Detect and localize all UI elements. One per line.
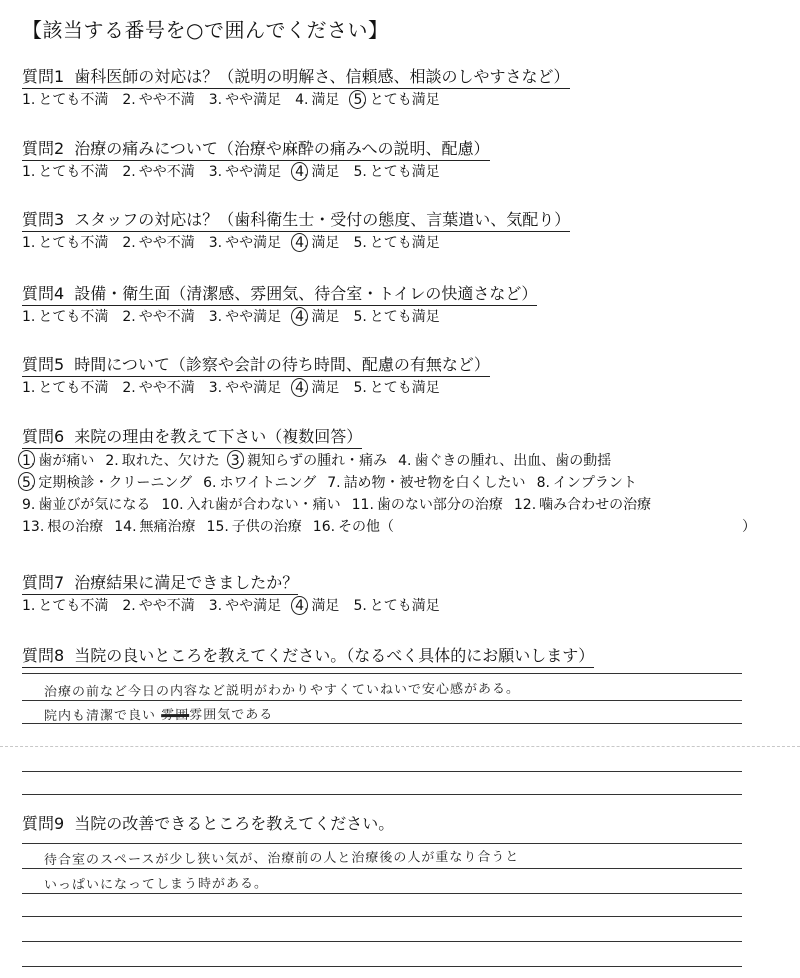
option-label: やや満足: [225, 309, 282, 325]
circled-option-number: 4.: [295, 164, 309, 180]
option-number: 15.: [206, 519, 229, 535]
question-1-title: 質問1 歯科医師の対応は？（説明の明解さ、信頼感、相談のしやすさなど）: [22, 66, 570, 89]
option-label: 取れた、欠けた: [121, 453, 220, 469]
option-15: [207, 516, 302, 538]
answer-line: [22, 771, 742, 772]
option-number: 5.: [353, 309, 367, 325]
option-number: 4.: [398, 453, 412, 469]
option-label: 詰め物・被せ物を白くしたい: [343, 475, 526, 491]
option-4: [295, 162, 339, 182]
option-14: [114, 516, 195, 538]
option-number: 13.: [22, 519, 45, 535]
question-4: [22, 283, 537, 327]
option-8: [537, 472, 637, 494]
answer-line: [22, 916, 742, 917]
question-7-title: 質問7 治療結果に満足できましたか？: [22, 572, 298, 595]
option-number: 2.: [122, 92, 136, 108]
circled-option-number: 3.: [231, 450, 244, 472]
question-1: [22, 66, 570, 110]
option-1: [22, 378, 108, 398]
option-number: 3.: [208, 92, 223, 108]
option-label: やや不満: [138, 380, 195, 396]
option-2: [122, 596, 194, 616]
option-number: 1.: [22, 598, 36, 614]
option-label: 根の治療: [47, 519, 104, 535]
option-label: 満足: [311, 235, 340, 251]
q9-handwritten-answer-1: 待合室のスペースが少し狭い気が、治療前の人と治療後の人が重なり合うと: [43, 849, 520, 868]
option-number: 5.: [353, 598, 367, 614]
option-9: [22, 494, 150, 516]
q8-handwritten-answer-2: [44, 703, 273, 724]
option-label: とても不満: [38, 235, 109, 251]
option-label: インプラント: [552, 475, 637, 491]
circled-option-number: 5.: [22, 472, 35, 494]
q9-handwritten-answer-2: いっぱいになってしまう時がある。: [43, 876, 269, 893]
option-5: [353, 596, 439, 616]
option-label: 無痛治療: [139, 519, 196, 535]
question-5: [22, 354, 490, 398]
question-9-title: 質問9 当院の改善できるところを教えてください。: [22, 814, 395, 833]
option-4: [295, 378, 339, 398]
option-number: 5.: [353, 380, 367, 396]
option-5: [353, 307, 439, 327]
option-label: 満足: [311, 92, 340, 108]
q6-option-row: [22, 450, 662, 472]
q8-answer-2a: 院内も清潔で良い: [43, 708, 157, 724]
option-number: 16.: [312, 519, 336, 535]
option-label: とても満足: [369, 380, 440, 396]
answer-line: [22, 941, 742, 942]
option-number: 2.: [122, 164, 136, 180]
option-number: 1.: [22, 380, 36, 396]
option-number: 2.: [122, 235, 136, 251]
option-label: とても満足: [369, 164, 440, 180]
question-4-options: [22, 307, 537, 327]
option-number: 14.: [114, 519, 137, 535]
option-label: 定期検診・クリーニング: [38, 475, 193, 491]
option-number: 1.: [22, 235, 36, 251]
q6-option-row: [22, 472, 662, 494]
option-11: [352, 494, 503, 516]
question-3-title: 質問3 スタッフの対応は？（歯科衛生士・受付の態度、言葉遣い、気配り）: [22, 209, 570, 232]
question-8-title: 質問8 当院の良いところを教えてください。（なるべく具体的にお願いします）: [22, 645, 594, 668]
question-6-options: [22, 450, 756, 538]
answer-line: [22, 966, 742, 967]
option-label: やや不満: [138, 164, 195, 180]
answer-line: [22, 700, 742, 701]
question-4-title: 質問4 設備・衛生面（清潔感、雰囲気、待合室・トイレの快適さなど）: [22, 283, 537, 306]
option-2: [105, 450, 219, 472]
option-label: 入れ歯が合わない・痛い: [186, 497, 341, 513]
q6-option-row: [22, 494, 662, 516]
option-number: 1.: [22, 164, 36, 180]
circled-option-number: 5.: [353, 92, 367, 108]
q6-option-row: [22, 516, 756, 538]
option-label: やや満足: [225, 380, 282, 396]
option-3: [231, 450, 387, 472]
option-number: 3.: [208, 598, 223, 614]
question-2: [22, 138, 490, 182]
question-7-options: [22, 596, 454, 616]
option-5: [353, 233, 439, 253]
option-16: [313, 516, 394, 538]
option-2: [122, 162, 194, 182]
option-number: 1.: [22, 92, 36, 108]
option-1: [22, 233, 108, 253]
option-label: とても満足: [369, 235, 440, 251]
option-number: 5.: [353, 235, 367, 251]
question-6: [22, 426, 756, 538]
option-4: [295, 596, 339, 616]
option-3: [209, 307, 281, 327]
option-label: 子供の治療: [231, 519, 302, 535]
option-label: やや不満: [138, 235, 195, 251]
option-label: 噛み合わせの治療: [539, 497, 652, 513]
option-number: 3.: [208, 235, 223, 251]
question-9: [22, 813, 394, 835]
question-1-options: [22, 90, 570, 110]
scan-edge-line: [0, 746, 800, 747]
option-number: 6.: [203, 475, 217, 491]
option-label: とても満足: [369, 92, 440, 108]
option-7: [327, 472, 525, 494]
option-label: やや不満: [138, 309, 195, 325]
option-number: 2.: [122, 598, 136, 614]
option-6: [203, 472, 316, 494]
option-4: [295, 307, 339, 327]
q8-struck-word: 雰囲: [161, 707, 190, 724]
option-5: [353, 162, 439, 182]
circled-option-number: 1.: [22, 450, 35, 472]
option-label: 満足: [311, 164, 340, 180]
option-label: やや満足: [225, 164, 282, 180]
option-number: 8.: [536, 475, 550, 491]
question-3-options: [22, 233, 570, 253]
instruction-header: 【該当する番号を○で囲んでください】: [22, 18, 389, 42]
option-number: 12.: [513, 497, 537, 513]
option-3: [209, 90, 281, 110]
option-3: [209, 596, 281, 616]
option-label: とても満足: [369, 309, 440, 325]
option-label: 満足: [311, 309, 340, 325]
option-number: 3.: [208, 164, 223, 180]
option-label: ホワイトニング: [219, 475, 317, 491]
option-label: その他（: [338, 519, 395, 535]
option-label: やや不満: [138, 598, 195, 614]
option-label: 歯が痛い: [38, 453, 95, 469]
option-1: [22, 90, 108, 110]
option-label: やや満足: [225, 92, 282, 108]
option-label: とても満足: [369, 598, 440, 614]
question-2-title: 質問2 治療の痛みについて（治療や麻酔の痛みへの説明、配慮）: [22, 138, 490, 161]
option-number: 7.: [327, 475, 341, 491]
question-8: [22, 645, 594, 668]
answer-line: [22, 868, 742, 869]
option-12: [514, 494, 651, 516]
option-number: 3.: [208, 309, 223, 325]
option-1: [22, 307, 108, 327]
question-5-title: 質問5 時間について（診察や会計の待ち時間、配慮の有無など）: [22, 354, 490, 377]
circled-option-number: 4.: [295, 235, 309, 251]
option-5: [353, 90, 439, 110]
option-number: 2.: [122, 380, 136, 396]
question-7: [22, 572, 454, 616]
option-number: 9.: [22, 497, 36, 513]
option-label: とても不満: [38, 598, 109, 614]
q8-handwritten-answer-1: 治療の前など今日の内容など説明がわかりやすくていねいで安心感がある。: [43, 681, 521, 700]
option-number: 2.: [122, 309, 136, 325]
answer-line: [22, 794, 742, 795]
option-label: 満足: [311, 380, 340, 396]
answer-line: [22, 723, 742, 724]
option-number: 10.: [161, 497, 184, 513]
option-4: [295, 233, 339, 253]
option-number: 11.: [351, 497, 374, 513]
circled-option-number: 4.: [295, 309, 309, 325]
option-4: [295, 90, 339, 110]
option-3: [209, 162, 281, 182]
option-label: やや不満: [138, 92, 195, 108]
question-3: [22, 209, 570, 253]
option-label: やや満足: [225, 598, 282, 614]
option-label: とても不満: [38, 309, 109, 325]
option-number: 5.: [353, 164, 367, 180]
option-2: [122, 90, 194, 110]
option-13: [22, 516, 103, 538]
option-label: 歯並びが気になる: [38, 497, 151, 513]
answer-line: [22, 673, 742, 674]
option-1: [22, 596, 108, 616]
option-label: とても不満: [38, 380, 109, 396]
option-2: [122, 378, 194, 398]
option-label: とても不満: [38, 164, 109, 180]
option-4: [398, 450, 611, 472]
option-number: 1.: [22, 309, 36, 325]
option-2: [122, 307, 194, 327]
option-10: [161, 494, 340, 516]
circled-option-number: 4.: [295, 380, 309, 396]
option-1: [22, 450, 94, 472]
option-label: 歯のない部分の治療: [376, 497, 503, 513]
option-label: 親知らずの腫れ・痛み: [247, 453, 388, 469]
option-number: 2.: [105, 453, 119, 469]
option-label: 歯ぐきの腫れ、出血、歯の動揺: [414, 453, 612, 469]
option-3: [209, 378, 281, 398]
answer-line: [22, 893, 742, 894]
option-1: [22, 162, 108, 182]
option-number: 3.: [208, 380, 223, 396]
answer-line: [22, 843, 742, 844]
option-3: [209, 233, 281, 253]
option-5: [353, 378, 439, 398]
option-number: 4.: [295, 92, 309, 108]
option-label: やや満足: [225, 235, 282, 251]
q8-answer-2b: 雰囲気である: [189, 707, 274, 723]
other-close-paren: ）: [742, 519, 756, 535]
circled-option-number: 4.: [295, 598, 309, 614]
option-2: [122, 233, 194, 253]
question-5-options: [22, 378, 490, 398]
question-2-options: [22, 162, 490, 182]
option-5: [22, 472, 192, 494]
option-label: 満足: [311, 598, 340, 614]
question-6-title: 質問6 来院の理由を教えて下さい（複数回答）: [22, 426, 362, 449]
option-label: とても不満: [38, 92, 109, 108]
